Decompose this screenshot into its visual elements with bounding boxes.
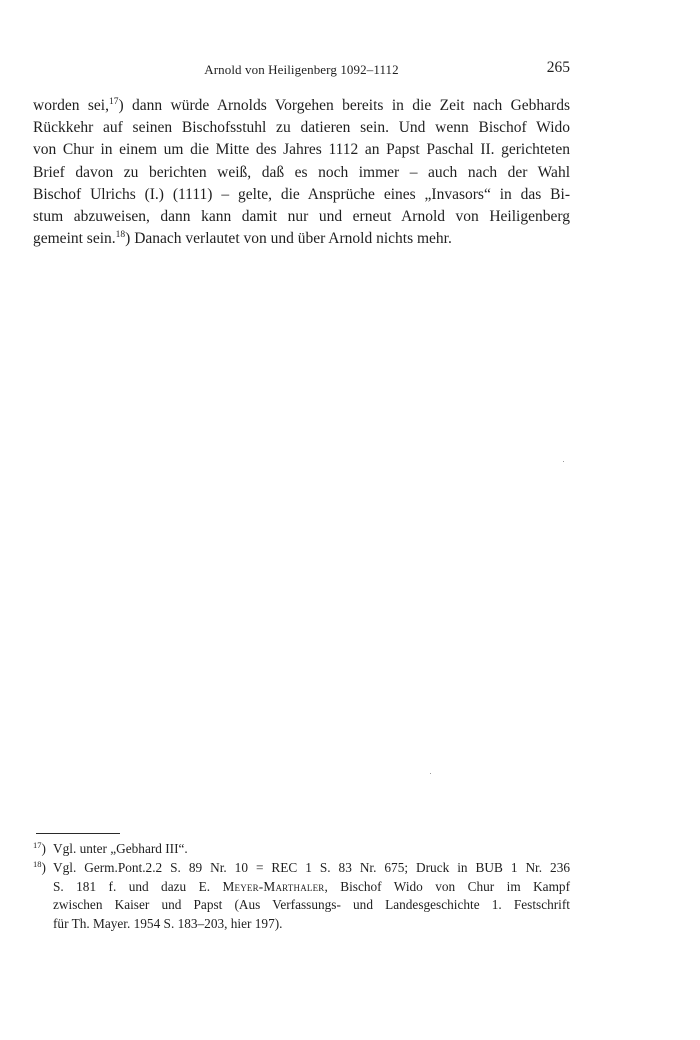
author-name: Meyer-Marthaler [222, 878, 325, 894]
footnote-line-3: zwischen Kaiser und Papst (Aus Verfassungs- und Landesgeschichte 1. Festschrift [53, 897, 570, 913]
body-line-2: Rückkehr auf seinen Bischofsstuhl zu datieren sein. Und wenn Bischof Wido [33, 119, 570, 137]
page-number: 265 [546, 59, 570, 76]
footnote-text: Vgl. unter „Gebhard III“. [53, 841, 188, 856]
footnote-separator [36, 833, 120, 834]
body-line-5: Bischof Ulrichs (I.) (1111) – gelte, die Ansprüche eines „Invasors“ in das Bi- [33, 185, 570, 203]
footnotes [33, 840, 570, 934]
scan-speck [430, 773, 431, 774]
footnote-reference-17: 17 [108, 97, 119, 107]
body-text-run: gemeint sein. [33, 230, 116, 248]
body-line-6: stum abzuweisen, dann kann damit nur und erneut Arnold von Heiligenberg [33, 208, 570, 226]
footnote-line-1: Vgl. Germ.Pont.2.2 S. 89 Nr. 10 = REC 1 S. 83 Nr. 675; Druck in BUB 1 Nr. 236 [53, 859, 570, 875]
running-header [33, 59, 570, 82]
footnote-line-2: S. 181 f. und dazu E. Meyer-Marthaler, Bischof Wido von Chur im Kampf [53, 878, 571, 894]
scan-speck [563, 461, 564, 462]
footnote-line-4: für Th. Mayer. 1954 S. 183–203, hier 197). [53, 916, 283, 932]
body-line-7 [33, 228, 570, 250]
body-line-4: Brief davon zu berichten weiß, daß es noch immer – auch nach der Wahl [33, 163, 570, 181]
footnote-marker: $^{18}$) [33, 858, 46, 875]
body-line-3: von Chur in einem um die Mitte des Jahres 1112 an Papst Paschal II. gerichteten [33, 141, 570, 159]
footnote-17 [33, 840, 570, 859]
footnote-reference-18: 18 [115, 230, 126, 241]
body-line-1 [33, 95, 570, 117]
body-text-run: ) Danach verlautet von und über Arnold nichts mehr. [125, 230, 452, 248]
body-text-run: ) dann würde Arnolds Vorgehen bereits in die Zeit nach Gebhards [118, 97, 571, 114]
footnote-18 [33, 859, 570, 934]
running-title: Arnold von Heiligenberg 1092–1112 [204, 62, 399, 77]
body-text-run: worden sei, [33, 97, 109, 114]
body-paragraph [33, 95, 570, 250]
footnote-marker: $^{17}$) [33, 840, 46, 856]
